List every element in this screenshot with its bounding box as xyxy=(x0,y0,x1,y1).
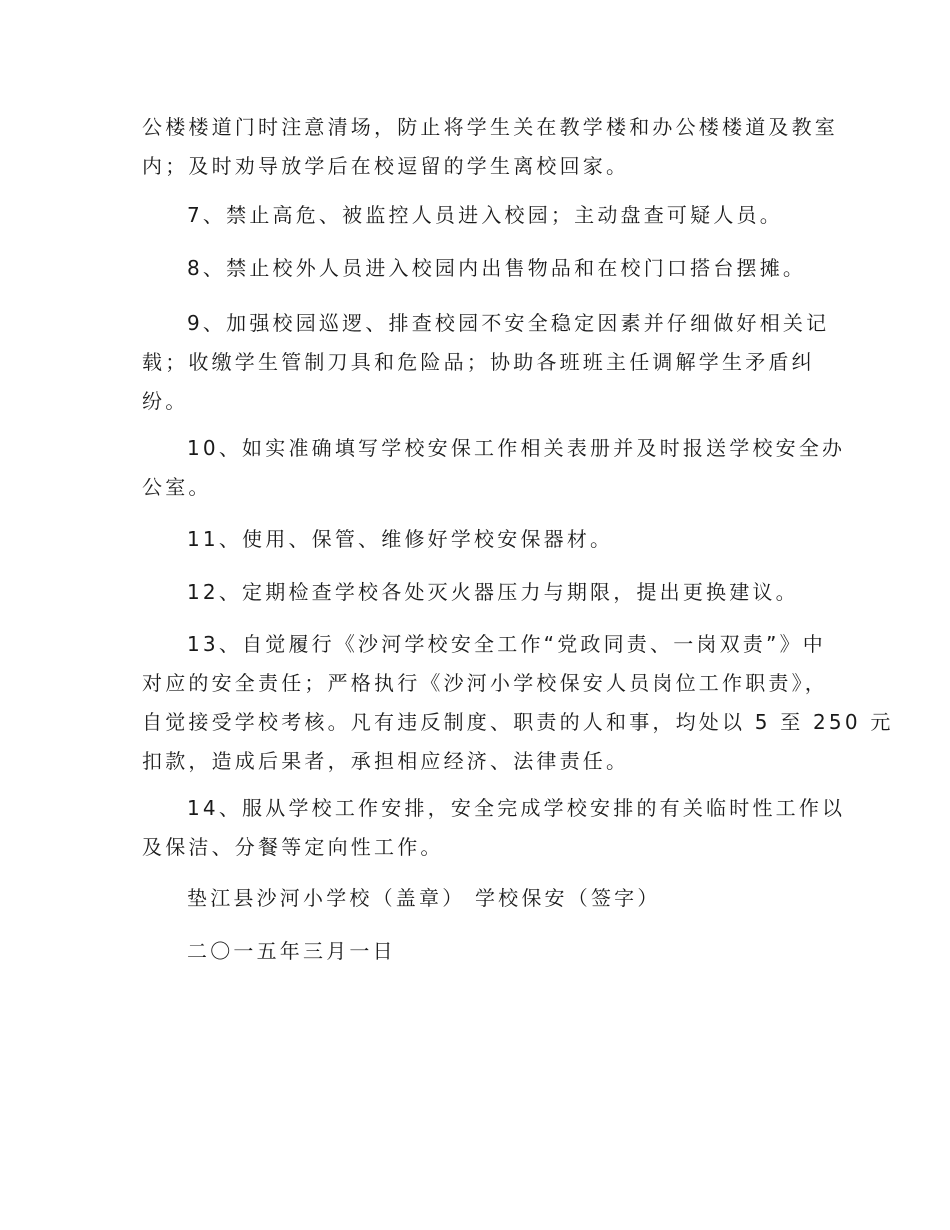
text-line: 14、服从学校工作安排，安全完成学校安排的有关临时性工作以 xyxy=(187,796,846,820)
text-line: 12、定期检查学校各处灭火器压力与期限，提出更换建议。 xyxy=(187,580,799,604)
paragraph-12 xyxy=(142,573,808,612)
text-line: 9、加强校园巡逻、排查校园不安全稳定因素并仔细做好相关记 xyxy=(187,311,830,335)
text-line: 10、如实准确填写学校安保工作相关表册并及时报送学校安全办 xyxy=(187,436,846,460)
paragraph-8 xyxy=(142,249,808,288)
text-line: 公室。 xyxy=(142,475,212,499)
text-line: 垫江县沙河小学校（盖章） 学校保安（签字） xyxy=(187,886,661,910)
date-line xyxy=(142,932,808,971)
text-line: 载；收缴学生管制刀具和危险品；协助各班班主任调解学生矛盾纠 xyxy=(142,350,815,374)
text-line: 对应的安全责任；严格执行《沙河小学校保安人员岗位工作职责》， xyxy=(142,671,828,695)
text-line: 7、禁止高危、被监控人员进入校园；主动盘查可疑人员。 xyxy=(187,203,783,227)
text-line: 二〇一五年三月一日 xyxy=(187,939,396,963)
text-line: 自觉接受学校考核。凡有违反制度、职责的人和事，均处以 5 至 250 元 xyxy=(142,710,894,734)
text-line: 纷。 xyxy=(142,389,189,413)
paragraph-13 xyxy=(142,625,894,781)
paragraph-7 xyxy=(142,196,808,235)
paragraph-6-continued xyxy=(142,108,838,186)
text-line: 8、禁止校外人员进入校园内出售物品和在校门口搭台摆摊。 xyxy=(187,256,807,280)
paragraph-14 xyxy=(142,789,846,867)
signature-line xyxy=(142,879,808,918)
text-line: 内；及时劝导放学后在校逗留的学生离校回家。 xyxy=(142,154,630,178)
text-line: 13、自觉履行《沙河学校安全工作“党政同责、一岗双责”》中 xyxy=(187,632,826,656)
text-line: 扣款，造成后果者，承担相应经济、法律责任。 xyxy=(142,749,630,773)
text-line: 公楼楼道门时注意清场，防止将学生关在教学楼和办公楼楼道及教室 xyxy=(142,115,838,139)
paragraph-11 xyxy=(142,520,808,559)
text-line: 11、使用、保管、维修好学校安保器材。 xyxy=(187,527,614,551)
text-line: 及保洁、分餐等定向性工作。 xyxy=(142,835,444,859)
paragraph-10 xyxy=(142,429,846,507)
paragraph-9 xyxy=(142,304,830,421)
